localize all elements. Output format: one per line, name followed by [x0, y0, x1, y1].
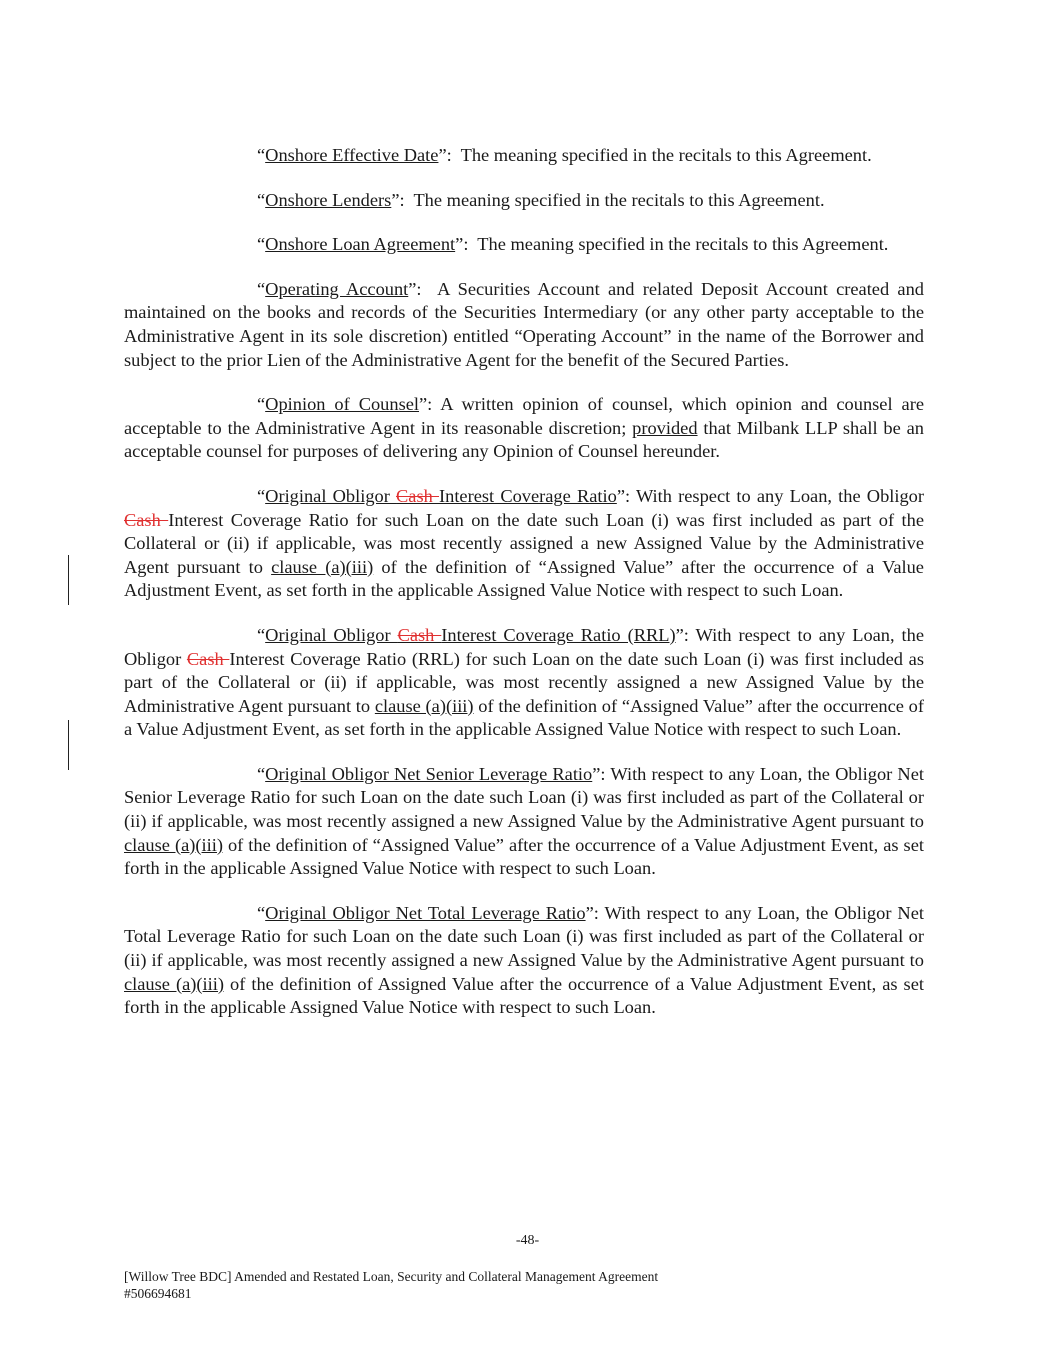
definition-body: A written opinion of counsel, which opinion and counsel are acceptable to the Administrative Agent in its reasonable discretion; [124, 394, 924, 438]
definition-body: The meaning specified in the recitals to this Agreement. [413, 189, 825, 210]
deleted-text: Cash [396, 485, 439, 506]
clause-reference: clause (a)(iii) [124, 973, 224, 994]
page-number: -48- [515, 1233, 540, 1248]
definition-original-obligor-icr-rrl: “Original Obligor Cash Interest Coverage Ratio (RRL)”: With respect to any Loan, the Obligor Cash Interest Coverage Ratio (RRL) for such Loan on the date such Loan (i) was first included as part of the Collateral or (ii) if applicable, was most recently assigned a new Assigned Value by the Administrative Agent pursuant to clause (a)(iii) of the definition of “Assigned Value” after the occurrence of a Value Adjustment Event, as set forth in the applicable Assigned Value Notice with respect to such Loan. [124, 624, 925, 740]
provided-term: provided [632, 417, 698, 438]
term: Original Obligor Net Senior Leverage Ratio [265, 763, 593, 784]
clause-reference: clause (a)(iii) [374, 695, 474, 716]
term: Onshore Effective Date [265, 145, 439, 165]
footer [124, 1268, 658, 1302]
definition-body-cont: of the definition of “Assigned Value” after the occurrence of a Value Adjustment Event, as set forth in the applicable Assigned Value Notice with respect to such Loan. [124, 556, 924, 601]
change-bar [68, 555, 69, 605]
term-part: Original Obligor [265, 485, 397, 506]
term [265, 625, 675, 645]
footer-doc-id: #506694681 [124, 1286, 192, 1301]
definition-opinion-of-counsel: “Opinion of Counsel”: A written opinion of counsel, which opinion and counsel are acceptable to the Administrative Agent in its reasonable discretion; provided that Milbank LLP shall be an acceptable counsel for purposes of delivering any Opinion of Counsel hereunder. [124, 394, 924, 462]
definition-operating-account: “Operating Account”: A Securities Account and related Deposit Account created and maintained on the books and records of the Securities Intermediary (or any other party acceptable to the Administrative Agent in its sole discretion) entitled “Operating Account” in the name of the Borrower and subject to the prior Lien of the Administrative Agent for the benefit of the Secured Parties. [124, 278, 924, 370]
term: Operating Account [265, 278, 409, 299]
definition-body: A Securities Account and related Deposit Account created and maintained on the books and records of the Securities Intermediary (or any other party acceptable to the Administrative Agent in its sole discretion) entitled “Operating Account” in the name of the Borrower and subject to the prior Lien of the Administrative Agent for the benefit of the Secured Parties. [124, 278, 924, 370]
deleted-text: Cash [397, 624, 442, 645]
deleted-text: Cash [186, 648, 230, 669]
definition-body-cont: Interest Coverage Ratio (RRL) for such Loan on the date such Loan (i) was first included as part of the Collateral or (ii) if applicable, was most recently assigned a new Assigned Value by the Administrative Agent pursuant to [124, 648, 924, 716]
definition-body: With respect to any Loan, the Obligor Net Total Leverage Ratio for such Loan on the date such Loan (i) was first included as part of the Collateral or (ii) if applicable, was most recently assigned a new Assigned Value by the Administrative Agent pursuant to [124, 902, 924, 971]
definition-body-cont: of the definition of Assigned Value after the occurrence of a Value Adjustment Event, as set forth in the applicable Assigned Value Notice with respect to such Loan. [124, 973, 924, 1018]
definition-onshore-effective-date: “Onshore Effective Date”: The meaning specified in the recitals to this Agreement. [257, 145, 872, 165]
document-page [124, 144, 924, 1020]
definition-body-cont: of the definition of “Assigned Value” after the occurrence of a Value Adjustment Event, as set forth in the applicable Assigned Value Notice with respect to such Loan. [124, 695, 924, 740]
term: Onshore Loan Agreement [265, 234, 456, 255]
term: Onshore Lenders [265, 189, 392, 210]
term-part: Interest Coverage Ratio (RRL) [441, 624, 676, 645]
definition-original-obligor-nslr: “Original Obligor Net Senior Leverage Ratio”: With respect to any Loan, the Obligor Net Senior Leverage Ratio for such Loan on the date such Loan (i) was first included as part of the Collateral or (ii) if applicable, was most recently assigned a new Assigned Value by the Administrative Agent pursuant to clause (a)(iii) of the definition of “Assigned Value” after the occurrence of a Value Adjustment Event, as set forth in the applicable Assigned Value Notice with respect to such Loan. [124, 763, 924, 879]
definition-body: With respect to any Loan, the Obligor [124, 624, 925, 669]
term-part: Original Obligor [265, 624, 398, 645]
definition-onshore-lenders: “Onshore Lenders”: The meaning specified in the recitals to this Agreement. [257, 189, 825, 210]
definition-body-cont: that Milbank LLP shall be an acceptable counsel for purposes of delivering any Opinion of Counsel hereunder. [124, 417, 924, 462]
definition-original-obligor-ntlr: “Original Obligor Net Total Leverage Ratio”: With respect to any Loan, the Obligor Net Total Leverage Ratio for such Loan on the date such Loan (i) was first included as part of the Collateral or (ii) if applicable, was most recently assigned a new Assigned Value by the Administrative Agent pursuant to clause (a)(iii) of the definition of Assigned Value after the occurrence of a Value Adjustment Event, as set forth in the applicable Assigned Value Notice with respect to such Loan. [124, 902, 924, 1018]
definition-body: The meaning specified in the recitals to this Agreement. [477, 234, 889, 255]
definition-body: The meaning specified in the recitals to this Agreement. [460, 145, 872, 165]
term-part: Interest Coverage Ratio [439, 485, 617, 506]
deleted-text: Cash [124, 509, 169, 530]
definition-body: With respect to any Loan, the Obligor Net Senior Leverage Ratio for such Loan on the date such Loan (i) was first included as part of the Collateral or (ii) if applicable, was most recently assigned a new Assigned Value by the Administrative Agent pursuant to [124, 763, 924, 832]
definition-original-obligor-icr: “Original Obligor Cash Interest Coverage Ratio”: With respect to any Loan, the Obligor Cash Interest Coverage Ratio for such Loan on the date such Loan (i) was first included as part of the Collateral or (ii) if applicable, was most recently assigned a new Assigned Value by the Administrative Agent pursuant to clause (a)(iii) of the definition of “Assigned Value” after the occurrence of a Value Adjustment Event, as set forth in the applicable Assigned Value Notice with respect to such Loan. [124, 485, 925, 601]
term: Opinion of Counsel [265, 394, 420, 415]
definition-body-cont: Interest Coverage Ratio for such Loan on the date such Loan (i) was first included as part of the Collateral or (ii) if applicable, was most recently assigned a new Assigned Value by the Administrative Agent pursuant to [124, 509, 924, 577]
footer-title: [Willow Tree BDC] Amended and Restated Loan, Security and Collateral Management Agreement [124, 1269, 659, 1284]
definition-body: With respect to any Loan, the Obligor [635, 485, 925, 506]
term: Original Obligor Net Total Leverage Ratio [265, 902, 586, 923]
definition-onshore-loan-agreement: “Onshore Loan Agreement”: The meaning specified in the recitals to this Agreement. [257, 234, 889, 255]
change-bar [68, 720, 69, 770]
clause-reference: clause (a)(iii) [271, 556, 374, 577]
term [265, 486, 617, 506]
definition-body-cont: of the definition of “Assigned Value” after the occurrence of a Value Adjustment Event, as set forth in the applicable Assigned Value Notice with respect to such Loan. [124, 834, 924, 879]
clause-reference: clause (a)(iii) [124, 834, 223, 855]
